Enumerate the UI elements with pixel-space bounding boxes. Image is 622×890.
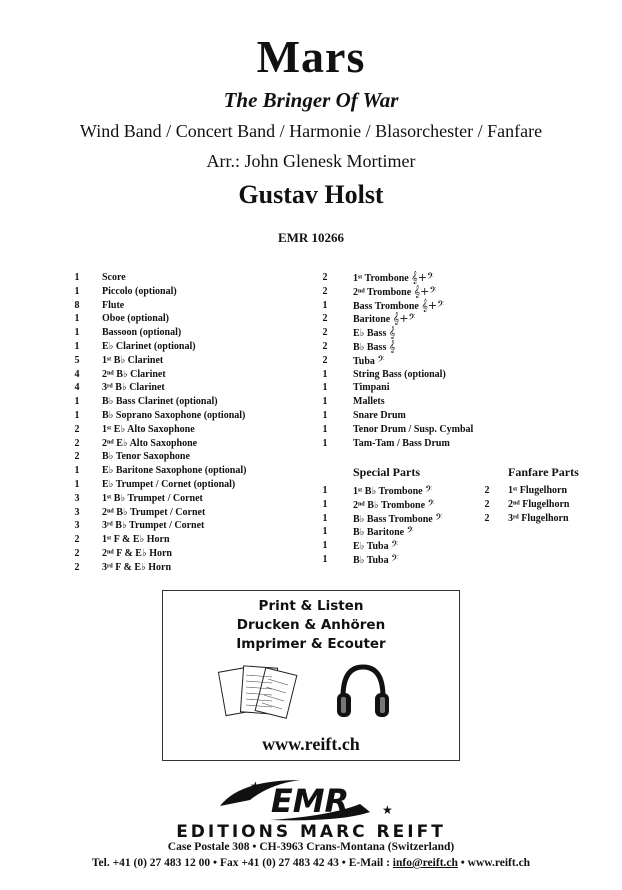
part-quantity: 1	[322, 396, 328, 408]
part-name	[353, 340, 395, 355]
email-link[interactable]: info@reift.ch	[392, 857, 458, 869]
ensemble-line: Wind Band / Concert Band / Harmonie / Blasorchester / Fanfare	[79, 121, 543, 141]
clef-icon: 𝄢	[427, 497, 435, 511]
part-quantity: 2	[484, 512, 490, 524]
part-name-text: 2ⁿᵈ B♭ Trumpet / Cornet	[102, 506, 206, 518]
part-row	[318, 395, 518, 409]
part-name	[102, 547, 172, 561]
part-name-text: B♭ Bass Clarinet (optional)	[102, 396, 218, 408]
part-name-text: Tam-Tam / Bass Drum	[353, 437, 450, 449]
part-row	[318, 498, 488, 512]
part-name	[353, 423, 473, 437]
part-quantity: 1	[74, 327, 80, 339]
part-name	[353, 484, 432, 499]
part-name-text: 3ʳᵈ B♭ Clarinet	[102, 382, 165, 394]
part-quantity: 1	[322, 485, 328, 496]
part-row	[318, 437, 518, 451]
publisher-contact	[0, 857, 622, 869]
part-name	[102, 271, 126, 285]
part-row	[318, 409, 518, 423]
part-row	[318, 553, 488, 567]
clef-icon: 𝄞+𝄢	[411, 271, 434, 284]
part-name-text: 1ˢᵗ B♭ Clarinet	[102, 354, 164, 366]
part-row	[70, 368, 300, 382]
clef-icon: 𝄢	[377, 353, 385, 367]
clef-icon: 𝄢	[391, 539, 399, 553]
part-name-text: 1ˢᵗ B♭ Trombone	[353, 486, 423, 497]
part-name	[102, 506, 205, 520]
part-row	[318, 326, 518, 340]
part-quantity: 8	[74, 299, 80, 311]
part-quantity: 2	[74, 547, 80, 559]
part-quantity: 5	[74, 354, 80, 366]
part-quantity: 2	[74, 451, 80, 463]
clef-icon: 𝄢	[406, 525, 414, 539]
part-name	[102, 354, 163, 368]
part-name	[353, 409, 406, 423]
part-row	[70, 450, 300, 464]
part-quantity: 1	[74, 396, 80, 408]
part-quantity: 1	[322, 409, 328, 421]
part-name	[353, 368, 446, 382]
part-name	[102, 492, 203, 506]
part-name-text: B♭ Bass Trombone	[353, 513, 433, 525]
part-name	[102, 409, 245, 423]
part-row	[318, 484, 488, 498]
part-name	[353, 285, 436, 300]
part-row	[318, 423, 518, 437]
fanfare-parts-heading: Fanfare Parts	[508, 465, 579, 479]
part-name-text: 1ˢᵗ E♭ Alto Saxophone	[102, 423, 195, 435]
part-name-text: E♭ Bass	[353, 328, 387, 340]
clef-icon: 𝄞	[388, 339, 396, 353]
part-quantity: 1	[322, 368, 328, 380]
part-quantity: 1	[74, 478, 80, 490]
special-parts-heading: Special Parts	[353, 465, 420, 479]
part-quantity: 2	[322, 327, 328, 339]
part-quantity: 2	[322, 313, 328, 325]
page-title: Mars	[256, 31, 366, 82]
part-row	[70, 354, 300, 368]
part-row	[318, 368, 518, 382]
publisher-name: EDITIONS MARC REIFT	[176, 822, 446, 842]
part-name-text: 3ʳᵈ Flugelhorn	[508, 512, 569, 524]
part-name	[353, 271, 434, 286]
part-name	[353, 512, 442, 527]
part-name-text: Baritone	[353, 314, 391, 326]
part-name-text: Timpani	[353, 382, 390, 394]
part-row	[70, 519, 300, 533]
part-quantity: 2	[322, 285, 328, 297]
part-row	[70, 271, 300, 285]
part-row	[318, 525, 488, 539]
special-parts-list	[318, 484, 488, 567]
part-row	[70, 409, 300, 423]
clef-icon: 𝄢	[425, 484, 433, 497]
promo-line-en: Print & Listen	[258, 598, 364, 614]
part-name	[102, 437, 197, 451]
contact-web: • www.reift.ch	[457, 857, 531, 869]
part-name	[508, 498, 569, 512]
part-quantity: 2	[322, 340, 328, 352]
part-row	[480, 512, 590, 526]
part-name-text: 1ˢᵗ Flugelhorn	[508, 485, 568, 496]
part-name-text: E♭ Trumpet / Cornet (optional)	[102, 478, 236, 490]
part-name	[102, 478, 235, 492]
part-name-text: 3ʳᵈ B♭ Trumpet / Cornet	[102, 520, 205, 532]
part-row	[70, 423, 300, 437]
part-quantity: 4	[74, 382, 80, 394]
part-name	[353, 381, 390, 395]
part-name	[102, 464, 246, 478]
part-row	[70, 478, 300, 492]
part-name	[102, 450, 190, 464]
part-row	[318, 340, 518, 354]
promo-line-de: Drucken & Anhören	[236, 617, 386, 633]
part-name-text: Score	[102, 272, 126, 283]
part-name-text: Tenor Drum / Susp. Cymbal	[353, 423, 474, 435]
arranger-line: Arr.: John Glenesk Mortimer	[206, 151, 416, 171]
clef-icon: 𝄢	[435, 511, 443, 525]
part-quantity: 2	[322, 272, 328, 283]
part-row	[70, 395, 300, 409]
part-quantity: 4	[74, 368, 80, 380]
part-name	[102, 395, 218, 409]
part-quantity: 1	[322, 423, 328, 435]
part-name	[102, 326, 181, 340]
part-row	[70, 464, 300, 478]
part-name-text: 2ⁿᵈ E♭ Alto Saxophone	[102, 437, 198, 449]
part-name-text: B♭ Tuba	[353, 554, 389, 566]
part-quantity: 1	[322, 540, 328, 552]
part-row	[318, 312, 518, 326]
promo-line-fr: Imprimer & Ecouter	[236, 636, 386, 652]
part-name-text: String Bass (optional)	[353, 368, 446, 380]
part-name	[353, 525, 414, 540]
publisher-address: Case Postale 308 • CH-3963 Crans-Montana (Switzerland)	[167, 841, 455, 853]
part-quantity: 1	[74, 285, 80, 297]
part-name-text: 2ⁿᵈ Flugelhorn	[508, 498, 570, 510]
part-quantity: 1	[322, 553, 328, 565]
part-name	[102, 533, 170, 547]
star-icon: ★	[382, 803, 393, 817]
part-name-text: Oboe (optional)	[102, 313, 169, 325]
part-name-text: 2ⁿᵈ F & E♭ Horn	[102, 547, 172, 559]
part-name	[102, 368, 166, 382]
clef-icon: 𝄞+𝄢	[421, 298, 445, 312]
part-name	[102, 561, 171, 575]
contact-phone-fax: Tel. +41 (0) 27 483 12 00 • Fax +41 (0) 27 483 42 43 • E-Mail :	[91, 857, 393, 869]
part-row	[70, 506, 300, 520]
part-row	[70, 299, 300, 313]
part-name-text: E♭ Clarinet (optional)	[102, 340, 196, 352]
part-quantity: 1	[322, 382, 328, 394]
part-quantity: 1	[74, 340, 80, 352]
parts-list-right	[318, 271, 518, 450]
part-quantity: 2	[322, 354, 328, 366]
part-name	[353, 354, 384, 369]
part-name-text: E♭ Tuba	[353, 541, 389, 553]
part-quantity: 1	[74, 313, 80, 325]
part-row	[70, 437, 300, 451]
parts-list-left	[70, 271, 300, 575]
part-name-text: 1ˢᵗ B♭ Trumpet / Cornet	[102, 492, 203, 504]
part-name-text: Bass Trombone	[353, 300, 419, 312]
part-quantity: 2	[74, 423, 80, 435]
part-quantity: 3	[74, 492, 80, 504]
part-quantity: 1	[74, 409, 80, 421]
sheet-music-icon	[218, 661, 298, 723]
catalog-number: EMR 10266	[277, 230, 345, 245]
part-name-text: B♭ Tenor Saxophone	[102, 451, 190, 463]
headphones-icon	[335, 661, 391, 721]
clef-icon: 𝄞	[388, 326, 396, 340]
part-row	[318, 512, 488, 526]
part-name-text: B♭ Bass	[353, 341, 387, 353]
part-quantity: 1	[322, 498, 328, 510]
part-name-text: Snare Drum	[353, 409, 406, 421]
part-name	[102, 312, 169, 326]
part-row	[70, 340, 300, 354]
part-row	[318, 381, 518, 395]
part-name	[102, 423, 195, 437]
part-name	[102, 519, 204, 533]
emr-logo	[210, 776, 410, 824]
part-row	[70, 381, 300, 395]
part-name-text: Piccolo (optional)	[102, 285, 177, 297]
part-row	[318, 285, 518, 299]
part-name-text: Tuba	[353, 355, 375, 367]
promo-url-link[interactable]: www.reift.ch	[262, 734, 360, 754]
fanfare-parts-list	[480, 484, 590, 525]
part-name	[353, 299, 444, 314]
part-quantity: 2	[74, 534, 80, 546]
part-name-text: Bassoon (optional)	[102, 327, 182, 339]
part-quantity: 3	[74, 506, 80, 518]
part-name-text: 2ⁿᵈ B♭ Trombone	[353, 499, 426, 511]
part-quantity: 1	[322, 437, 328, 449]
part-name	[102, 285, 177, 299]
part-row	[480, 498, 590, 512]
part-row	[70, 312, 300, 326]
part-name	[353, 395, 385, 409]
part-row	[318, 354, 518, 368]
part-name-text: 3ʳᵈ F & E♭ Horn	[102, 561, 172, 573]
part-name	[353, 539, 398, 554]
part-row	[70, 326, 300, 340]
star-icon: ★	[250, 779, 261, 793]
part-quantity: 3	[74, 520, 80, 532]
part-name-text: 1ˢᵗ F & E♭ Horn	[102, 534, 170, 546]
part-name	[353, 312, 416, 327]
part-name	[102, 299, 124, 313]
part-quantity: 2	[74, 561, 80, 573]
part-name	[508, 484, 567, 498]
part-quantity: 1	[322, 512, 328, 524]
part-quantity: 1	[322, 299, 328, 311]
part-name-text: 2ⁿᵈ B♭ Clarinet	[102, 368, 166, 380]
part-row	[318, 299, 518, 313]
part-row	[70, 285, 300, 299]
part-name-text: Mallets	[353, 396, 385, 408]
part-name	[508, 512, 569, 526]
part-quantity: 1	[322, 526, 328, 538]
part-quantity: 1	[74, 465, 80, 477]
part-quantity: 1	[74, 272, 80, 283]
part-name-text: 1ˢᵗ Trombone	[353, 273, 409, 284]
part-row	[70, 547, 300, 561]
part-row	[318, 271, 518, 285]
part-row	[480, 484, 590, 498]
print-listen-box	[162, 590, 460, 761]
part-name	[353, 437, 450, 451]
part-name-text: Flute	[102, 299, 125, 311]
clef-icon: 𝄞+𝄢	[392, 312, 416, 326]
part-name-text: 2ⁿᵈ Trombone	[353, 286, 412, 298]
part-row	[70, 561, 300, 575]
page-subtitle: The Bringer Of War	[223, 88, 399, 112]
part-name	[102, 381, 165, 395]
clef-icon: 𝄞+𝄢	[413, 284, 437, 298]
part-name	[353, 498, 435, 513]
composer-name: Gustav Holst	[238, 180, 384, 209]
part-name-text: B♭ Soprano Saxophone (optional)	[102, 409, 246, 421]
part-quantity: 2	[74, 437, 80, 449]
part-name	[102, 340, 196, 354]
logo-text: EMR	[270, 782, 350, 820]
part-name	[353, 326, 395, 341]
part-name	[353, 553, 398, 568]
part-row	[318, 539, 488, 553]
part-row	[70, 492, 300, 506]
part-name-text: E♭ Baritone Saxophone (optional)	[102, 465, 247, 477]
part-quantity: 2	[484, 485, 490, 496]
part-quantity: 2	[484, 498, 490, 510]
part-name-text: B♭ Baritone	[353, 527, 405, 539]
clef-icon: 𝄢	[391, 552, 399, 566]
part-row	[70, 533, 300, 547]
